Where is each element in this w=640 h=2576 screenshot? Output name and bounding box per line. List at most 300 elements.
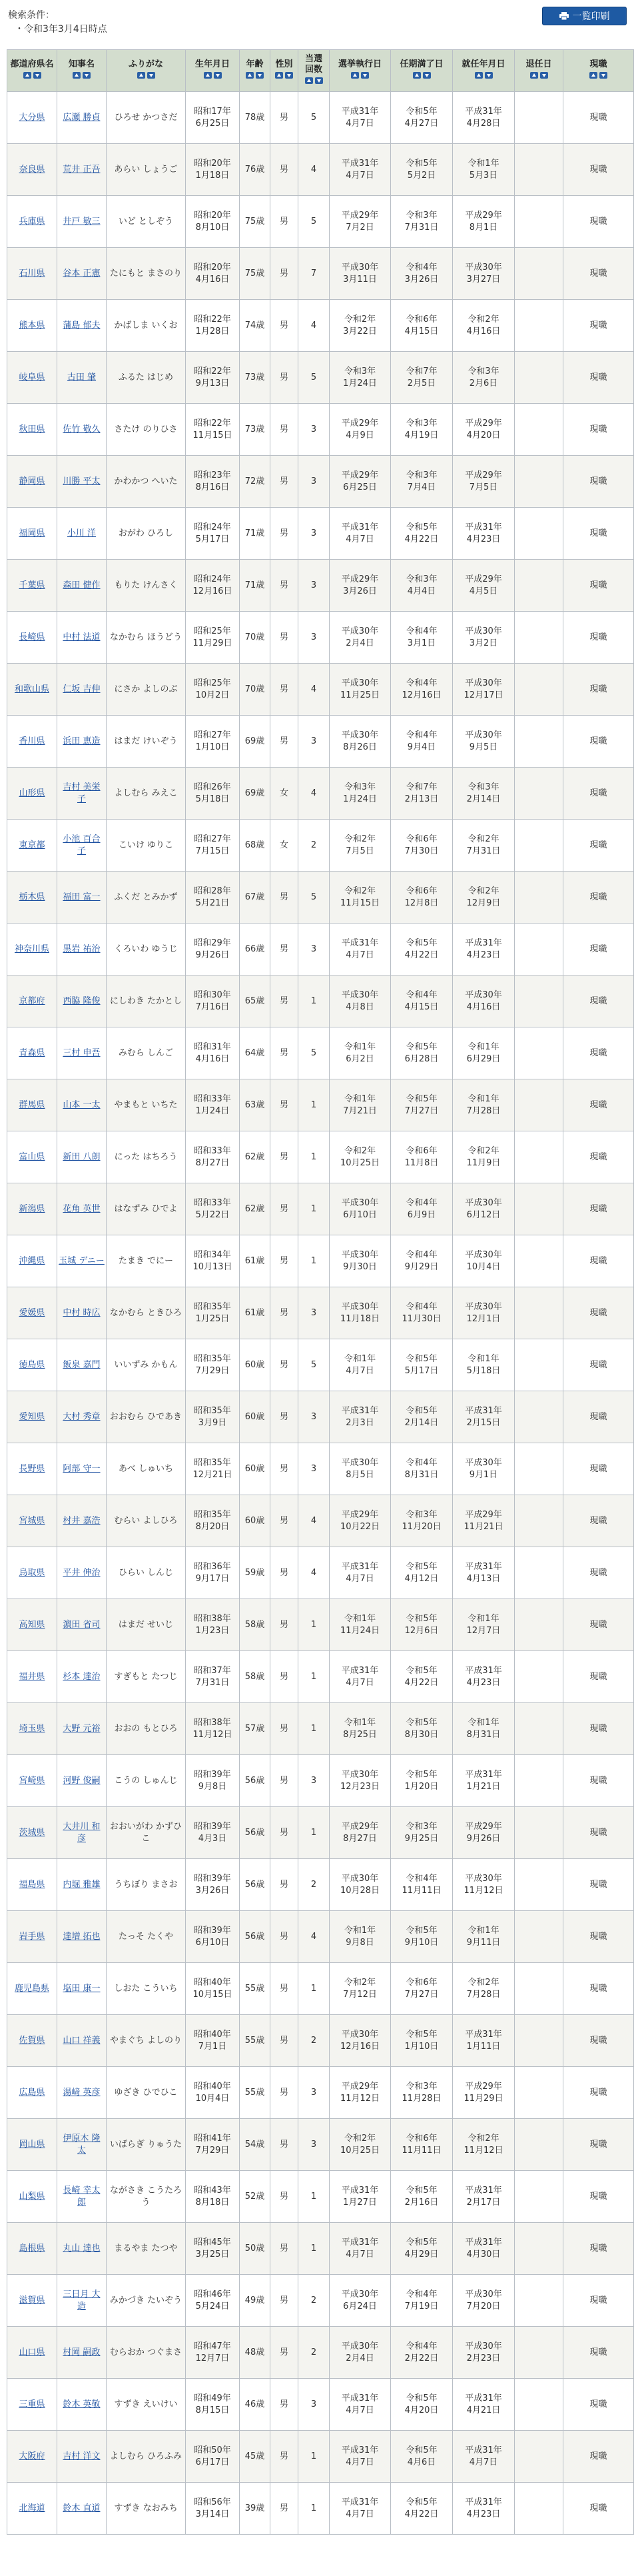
column-header xyxy=(563,50,634,92)
table-row xyxy=(7,248,634,300)
prefecture-link[interactable]: 滋賀県 xyxy=(19,2295,45,2305)
prefecture-cell xyxy=(7,144,57,196)
table-row xyxy=(7,1651,634,1703)
governor-name-cell xyxy=(57,1235,107,1287)
table-row xyxy=(7,92,634,144)
prefecture-link[interactable]: 群馬県 xyxy=(19,1099,45,1110)
age-cell: 64歳 xyxy=(240,1027,270,1079)
age-cell: 60歳 xyxy=(240,1495,270,1547)
election-count-cell: 2 xyxy=(298,820,330,872)
sort-ascending-icon[interactable] xyxy=(589,72,597,79)
term-end-cell: 令和6年 12月8日 xyxy=(391,872,453,924)
retirement-date-cell xyxy=(515,1703,563,1755)
age-cell: 62歳 xyxy=(240,1183,270,1235)
governor-link[interactable]: 仁坂 吉伸 xyxy=(63,684,101,694)
sort-descending-icon[interactable] xyxy=(147,72,155,79)
status-cell: 現職 xyxy=(563,872,634,924)
prefecture-link[interactable]: 鳥取県 xyxy=(19,1567,45,1578)
table-row xyxy=(7,1131,634,1183)
gender-cell: 男 xyxy=(270,1131,298,1183)
governor-link[interactable]: 湯﨑 英彦 xyxy=(63,2087,101,2098)
sort-ascending-icon[interactable] xyxy=(204,72,212,79)
age-cell: 55歳 xyxy=(240,1963,270,2015)
retirement-date-cell xyxy=(515,1963,563,2015)
election-count-cell: 5 xyxy=(298,872,330,924)
column-header xyxy=(515,50,563,92)
inauguration-date-cell: 平成30年 9月5日 xyxy=(453,716,515,768)
governor-name-cell xyxy=(57,2067,107,2119)
governor-link[interactable]: 西脇 隆俊 xyxy=(63,995,101,1006)
prefecture-link[interactable]: 香川県 xyxy=(19,736,45,746)
table-row xyxy=(7,1755,634,1807)
governor-link[interactable]: 蒲島 郁夫 xyxy=(63,320,101,330)
retirement-date-cell xyxy=(515,1287,563,1339)
status-cell: 現職 xyxy=(563,2275,634,2327)
governor-link[interactable]: 浜田 恵造 xyxy=(63,736,101,746)
sort-ascending-icon[interactable] xyxy=(246,72,254,79)
age-cell: 66歳 xyxy=(240,924,270,975)
age-cell: 55歳 xyxy=(240,2067,270,2119)
status-cell: 現職 xyxy=(563,2379,634,2431)
prefecture-link[interactable]: 茨城県 xyxy=(19,1827,45,1838)
governor-link[interactable]: 山本 一太 xyxy=(63,1099,101,1110)
furigana-cell: さたけ のりひさ xyxy=(107,404,186,456)
prefecture-cell xyxy=(7,2483,57,2535)
retirement-date-cell xyxy=(515,1547,563,1599)
gender-cell: 男 xyxy=(270,144,298,196)
furigana-cell: しおた こういち xyxy=(107,1963,186,2015)
governor-link[interactable]: 杉本 達治 xyxy=(63,1671,101,1682)
election-count-cell: 1 xyxy=(298,1963,330,2015)
term-end-cell: 令和5年 7月27日 xyxy=(391,1079,453,1131)
prefecture-link[interactable]: 長野県 xyxy=(19,1463,45,1474)
election-date-cell: 平成31年 4月7日 xyxy=(330,2431,391,2483)
retirement-date-cell xyxy=(515,1807,563,1859)
prefecture-link[interactable]: 宮崎県 xyxy=(19,1775,45,1786)
retirement-date-cell xyxy=(515,1443,563,1495)
column-header-label: 任期満了日 xyxy=(400,59,444,69)
prefecture-link[interactable]: 岩手県 xyxy=(19,1931,45,1942)
term-end-cell: 令和4年 9月4日 xyxy=(391,716,453,768)
governor-link[interactable]: 中村 法道 xyxy=(63,632,101,642)
governor-link[interactable]: 小川 洋 xyxy=(67,528,97,538)
status-cell: 現職 xyxy=(563,820,634,872)
birth-date-cell: 昭和23年 8月16日 xyxy=(186,456,240,508)
governor-link[interactable]: 大村 秀章 xyxy=(63,1411,101,1422)
age-cell: 60歳 xyxy=(240,1391,270,1443)
prefecture-link[interactable]: 秋田県 xyxy=(19,424,45,434)
prefecture-cell xyxy=(7,404,57,456)
prefecture-link[interactable]: 岡山県 xyxy=(19,2139,45,2150)
prefecture-link[interactable]: 富山県 xyxy=(19,1151,45,1162)
prefecture-link[interactable]: 長崎県 xyxy=(19,632,45,642)
governor-link[interactable]: 内堀 雅雄 xyxy=(63,1879,101,1890)
prefecture-link[interactable]: 三重県 xyxy=(19,2399,45,2409)
term-end-cell: 令和6年 7月30日 xyxy=(391,820,453,872)
prefecture-link[interactable]: 熊本県 xyxy=(19,320,45,330)
furigana-cell: なかむら ほうどう xyxy=(107,612,186,664)
prefecture-cell xyxy=(7,2223,57,2275)
election-date-cell: 平成30年 11月25日 xyxy=(330,664,391,716)
prefecture-cell xyxy=(7,872,57,924)
birth-date-cell: 昭和22年 11月15日 xyxy=(186,404,240,456)
sort-descending-icon[interactable] xyxy=(485,72,493,79)
table-header-row xyxy=(7,50,634,92)
term-end-cell: 令和4年 12月16日 xyxy=(391,664,453,716)
election-count-cell: 4 xyxy=(298,1495,330,1547)
governor-link[interactable]: 伊原木 隆太 xyxy=(63,2133,101,2156)
governor-link[interactable]: 中村 時広 xyxy=(63,1307,101,1318)
print-list-button[interactable] xyxy=(542,7,627,25)
gender-cell: 女 xyxy=(270,820,298,872)
prefecture-cell xyxy=(7,1235,57,1287)
furigana-cell: たっそ たくや xyxy=(107,1911,186,1963)
furigana-cell: ふくだ とみかず xyxy=(107,872,186,924)
prefecture-cell xyxy=(7,2015,57,2067)
birth-date-cell: 昭和56年 3月14日 xyxy=(186,2483,240,2535)
sort-controls xyxy=(23,72,41,79)
sort-descending-icon[interactable] xyxy=(83,72,91,79)
governor-link[interactable]: 三村 申吾 xyxy=(63,1047,101,1058)
prefecture-link[interactable]: 徳島県 xyxy=(19,1359,45,1370)
furigana-cell: むらい よしひろ xyxy=(107,1495,186,1547)
prefecture-link[interactable]: 福井県 xyxy=(19,1671,45,1682)
governor-link[interactable]: 大井川 和彦 xyxy=(63,1821,101,1844)
governor-name-cell xyxy=(57,196,107,248)
governor-link[interactable]: 玉城 デニー xyxy=(59,1255,105,1266)
prefecture-link[interactable]: 埼玉県 xyxy=(19,1723,45,1734)
prefecture-link[interactable]: 山口県 xyxy=(19,2347,45,2357)
term-end-cell: 令和5年 8月30日 xyxy=(391,1703,453,1755)
governor-name-cell xyxy=(57,1703,107,1755)
prefecture-link[interactable]: 新潟県 xyxy=(19,1203,45,1214)
age-cell: 56歳 xyxy=(240,1755,270,1807)
election-date-cell: 令和2年 7月12日 xyxy=(330,1963,391,2015)
status-cell: 現職 xyxy=(563,352,634,404)
inauguration-date-cell: 令和1年 12月7日 xyxy=(453,1599,515,1651)
search-conditions-title: 検索条件： xyxy=(8,10,55,21)
sort-descending-icon[interactable] xyxy=(33,72,41,79)
inauguration-date-cell: 平成31年 4月30日 xyxy=(453,2223,515,2275)
furigana-cell: うちぼり まさお xyxy=(107,1859,186,1911)
age-cell: 75歳 xyxy=(240,196,270,248)
election-count-cell: 4 xyxy=(298,1547,330,1599)
inauguration-date-cell: 令和1年 5月3日 xyxy=(453,144,515,196)
prefecture-cell xyxy=(7,975,57,1027)
column-header xyxy=(107,50,186,92)
sort-descending-icon[interactable] xyxy=(315,77,323,84)
prefecture-cell xyxy=(7,820,57,872)
governor-link[interactable]: 山口 祥義 xyxy=(63,2035,101,2046)
prefecture-cell xyxy=(7,248,57,300)
prefecture-link[interactable]: 千葉県 xyxy=(19,580,45,590)
birth-date-cell: 昭和20年 4月16日 xyxy=(186,248,240,300)
table-row xyxy=(7,2275,634,2327)
governor-link[interactable]: 吉村 洋文 xyxy=(63,2451,101,2461)
governor-link[interactable]: 丸山 達也 xyxy=(63,2243,101,2254)
column-header xyxy=(270,50,298,92)
retirement-date-cell xyxy=(515,2327,563,2379)
table-row xyxy=(7,820,634,872)
prefecture-link[interactable]: 広島県 xyxy=(19,2087,45,2098)
column-header-label: 退任日 xyxy=(525,59,552,69)
prefecture-link[interactable]: 石川県 xyxy=(19,268,45,279)
election-date-cell: 平成30年 4月8日 xyxy=(330,975,391,1027)
prefecture-link[interactable]: 青森県 xyxy=(19,1047,45,1058)
governor-link[interactable]: 黒岩 祐治 xyxy=(63,944,101,954)
sort-descending-icon[interactable] xyxy=(214,72,222,79)
governors-table xyxy=(7,49,634,2535)
age-cell: 57歳 xyxy=(240,1703,270,1755)
sort-ascending-icon[interactable] xyxy=(475,72,483,79)
sort-descending-icon[interactable] xyxy=(540,72,548,79)
governor-link[interactable]: 濵田 省司 xyxy=(63,1619,101,1630)
table-row xyxy=(7,1703,634,1755)
governor-link[interactable]: 鈴木 直道 xyxy=(63,2503,101,2513)
prefecture-link[interactable]: 山梨県 xyxy=(19,2191,45,2202)
prefecture-link[interactable]: 宮城県 xyxy=(19,1515,45,1526)
table-row xyxy=(7,1963,634,2015)
column-header-label: 就任年月日 xyxy=(462,59,505,69)
furigana-cell: ゆざき ひでひこ xyxy=(107,2067,186,2119)
election-date-cell: 令和2年 10月25日 xyxy=(330,1131,391,1183)
prefecture-link[interactable]: 大阪府 xyxy=(19,2451,45,2461)
governor-link[interactable]: 新田 八朗 xyxy=(63,1151,101,1162)
status-cell: 現職 xyxy=(563,508,634,560)
election-count-cell: 1 xyxy=(298,1235,330,1287)
election-date-cell: 平成30年 12月23日 xyxy=(330,1755,391,1807)
prefecture-link[interactable]: 島根県 xyxy=(19,2243,45,2254)
term-end-cell: 令和5年 4月29日 xyxy=(391,2223,453,2275)
election-count-cell: 3 xyxy=(298,1391,330,1443)
prefecture-cell xyxy=(7,1443,57,1495)
governor-link[interactable]: 古田 肇 xyxy=(67,372,97,382)
governor-link[interactable]: 鈴木 英敬 xyxy=(63,2399,101,2409)
prefecture-cell xyxy=(7,1339,57,1391)
governor-link[interactable]: 村岡 嗣政 xyxy=(63,2347,101,2357)
term-end-cell: 令和3年 7月31日 xyxy=(391,196,453,248)
gender-cell: 男 xyxy=(270,1495,298,1547)
birth-date-cell: 昭和25年 10月2日 xyxy=(186,664,240,716)
governor-name-cell xyxy=(57,1287,107,1339)
retirement-date-cell xyxy=(515,1027,563,1079)
sort-descending-icon[interactable] xyxy=(361,72,369,79)
inauguration-date-cell: 平成30年 3月27日 xyxy=(453,248,515,300)
election-count-cell: 2 xyxy=(298,2015,330,2067)
prefecture-link[interactable]: 和歌山県 xyxy=(14,684,49,694)
sort-ascending-icon[interactable] xyxy=(137,72,145,79)
prefecture-link[interactable]: 福岡県 xyxy=(19,528,45,538)
governor-name-cell xyxy=(57,768,107,820)
sort-controls xyxy=(137,72,155,79)
sort-ascending-icon[interactable] xyxy=(530,72,538,79)
election-date-cell: 令和3年 1月24日 xyxy=(330,352,391,404)
prefecture-link[interactable]: 沖縄県 xyxy=(19,1255,45,1266)
election-count-cell: 4 xyxy=(298,664,330,716)
sort-ascending-icon[interactable] xyxy=(275,72,283,79)
governor-link[interactable]: 森田 健作 xyxy=(63,580,101,590)
prefecture-link[interactable]: 兵庫県 xyxy=(19,216,45,227)
gender-cell: 男 xyxy=(270,1235,298,1287)
election-count-cell: 3 xyxy=(298,560,330,612)
governor-name-cell xyxy=(57,820,107,872)
election-count-cell: 3 xyxy=(298,924,330,975)
inauguration-date-cell: 平成30年 11月12日 xyxy=(453,1859,515,1911)
sort-ascending-icon[interactable] xyxy=(413,72,421,79)
sort-controls xyxy=(204,72,222,79)
governor-link[interactable]: 井戸 敏三 xyxy=(63,216,101,227)
term-end-cell: 令和5年 4月20日 xyxy=(391,2379,453,2431)
top-bar xyxy=(0,0,640,40)
table-row xyxy=(7,1495,634,1547)
prefecture-link[interactable]: 佐賀県 xyxy=(19,2035,45,2046)
governor-link[interactable]: 小池 百合子 xyxy=(63,834,101,856)
prefecture-link[interactable]: 神奈川県 xyxy=(14,944,49,954)
prefecture-link[interactable]: 奈良県 xyxy=(19,164,45,175)
prefecture-cell xyxy=(7,612,57,664)
election-date-cell: 令和1年 8月25日 xyxy=(330,1703,391,1755)
governor-name-cell xyxy=(57,2327,107,2379)
prefecture-link[interactable]: 山形県 xyxy=(19,788,45,798)
governor-name-cell xyxy=(57,1183,107,1235)
prefecture-cell xyxy=(7,768,57,820)
status-cell: 現職 xyxy=(563,612,634,664)
column-header-label: 現職 xyxy=(589,59,607,69)
prefecture-link[interactable]: 岐阜県 xyxy=(19,372,45,382)
retirement-date-cell xyxy=(515,2379,563,2431)
term-end-cell: 令和7年 2月5日 xyxy=(391,352,453,404)
prefecture-link[interactable]: 大分県 xyxy=(19,112,45,123)
election-count-cell: 5 xyxy=(298,1027,330,1079)
birth-date-cell: 昭和24年 5月17日 xyxy=(186,508,240,560)
election-count-cell: 1 xyxy=(298,1079,330,1131)
table-row xyxy=(7,2015,634,2067)
term-end-cell: 令和4年 7月19日 xyxy=(391,2275,453,2327)
governor-link[interactable]: 長崎 幸太郎 xyxy=(63,2185,101,2208)
inauguration-date-cell: 平成29年 9月26日 xyxy=(453,1807,515,1859)
status-cell: 現職 xyxy=(563,1287,634,1339)
election-date-cell: 平成29年 4月9日 xyxy=(330,404,391,456)
election-count-cell: 2 xyxy=(298,2327,330,2379)
prefecture-cell xyxy=(7,1183,57,1235)
governor-link[interactable]: 吉村 美栄子 xyxy=(63,782,101,804)
prefecture-cell xyxy=(7,352,57,404)
furigana-cell: よしむら みえこ xyxy=(107,768,186,820)
status-cell: 現職 xyxy=(563,1807,634,1859)
retirement-date-cell xyxy=(515,716,563,768)
prefecture-link[interactable]: 京都府 xyxy=(19,995,45,1006)
prefecture-link[interactable]: 鹿児島県 xyxy=(14,1983,49,1994)
table-row xyxy=(7,2431,634,2483)
furigana-cell: いいずみ かもん xyxy=(107,1339,186,1391)
furigana-cell: おがわ ひろし xyxy=(107,508,186,560)
governor-link[interactable]: 佐竹 敬久 xyxy=(63,424,101,434)
prefecture-link[interactable]: 静岡県 xyxy=(19,476,45,486)
prefecture-link[interactable]: 北海道 xyxy=(19,2503,45,2513)
term-end-cell: 令和3年 9月25日 xyxy=(391,1807,453,1859)
term-end-cell: 令和3年 11月28日 xyxy=(391,2067,453,2119)
prefecture-link[interactable]: 福島県 xyxy=(19,1879,45,1890)
table-row xyxy=(7,1547,634,1599)
column-header xyxy=(186,50,240,92)
governor-link[interactable]: 塩田 康一 xyxy=(63,1983,101,1994)
governor-name-cell xyxy=(57,1339,107,1391)
governor-link[interactable]: 川勝 平太 xyxy=(63,476,101,486)
sort-ascending-icon[interactable] xyxy=(305,77,313,84)
governor-link[interactable]: 広瀬 勝貞 xyxy=(63,112,101,123)
sort-ascending-icon[interactable] xyxy=(23,72,31,79)
governor-link[interactable]: 村井 嘉浩 xyxy=(63,1515,101,1526)
sort-descending-icon[interactable] xyxy=(285,72,293,79)
prefecture-link[interactable]: 愛知県 xyxy=(19,1411,45,1422)
status-cell: 現職 xyxy=(563,1599,634,1651)
furigana-cell: いばらぎ りゅうた xyxy=(107,2119,186,2171)
governor-link[interactable]: 谷本 正憲 xyxy=(63,268,101,279)
gender-cell: 男 xyxy=(270,2327,298,2379)
governor-link[interactable]: 三日月 大造 xyxy=(63,2289,101,2311)
governor-link[interactable]: 花角 英世 xyxy=(63,1203,101,1214)
term-end-cell: 令和5年 5月17日 xyxy=(391,1339,453,1391)
election-date-cell: 平成30年 8月26日 xyxy=(330,716,391,768)
age-cell: 59歳 xyxy=(240,1547,270,1599)
term-end-cell: 令和3年 11月20日 xyxy=(391,1495,453,1547)
prefecture-link[interactable]: 愛媛県 xyxy=(19,1307,45,1318)
table-row xyxy=(7,612,634,664)
gender-cell: 男 xyxy=(270,2275,298,2327)
sort-descending-icon[interactable] xyxy=(599,72,607,79)
governor-link[interactable]: 大野 元裕 xyxy=(63,1723,101,1734)
governor-link[interactable]: 飯泉 嘉門 xyxy=(63,1359,101,1370)
status-cell: 現職 xyxy=(563,1027,634,1079)
birth-date-cell: 昭和20年 1月18日 xyxy=(186,144,240,196)
age-cell: 54歳 xyxy=(240,2119,270,2171)
birth-date-cell: 昭和27年 7月15日 xyxy=(186,820,240,872)
table-row xyxy=(7,1079,634,1131)
governor-link[interactable]: 福田 富一 xyxy=(63,892,101,902)
prefecture-link[interactable]: 栃木県 xyxy=(19,892,45,902)
furigana-cell: あべ しゅいち xyxy=(107,1443,186,1495)
retirement-date-cell xyxy=(515,768,563,820)
sort-ascending-icon[interactable] xyxy=(351,72,359,79)
prefecture-link[interactable]: 高知県 xyxy=(19,1619,45,1630)
governor-link[interactable]: 荒井 正吾 xyxy=(63,164,101,175)
prefecture-cell xyxy=(7,508,57,560)
sort-descending-icon[interactable] xyxy=(256,72,264,79)
governor-link[interactable]: 河野 俊嗣 xyxy=(63,1775,101,1786)
governor-link[interactable]: 阿部 守一 xyxy=(63,1463,101,1474)
term-end-cell: 令和5年 2月14日 xyxy=(391,1391,453,1443)
retirement-date-cell xyxy=(515,300,563,352)
furigana-cell: やまもと いちた xyxy=(107,1079,186,1131)
inauguration-date-cell: 令和1年 5月18日 xyxy=(453,1339,515,1391)
age-cell: 72歳 xyxy=(240,456,270,508)
term-end-cell: 令和5年 12月6日 xyxy=(391,1599,453,1651)
term-end-cell: 令和3年 4月4日 xyxy=(391,560,453,612)
prefecture-cell xyxy=(7,2379,57,2431)
sort-ascending-icon[interactable] xyxy=(73,72,81,79)
inauguration-date-cell: 平成29年 8月1日 xyxy=(453,196,515,248)
term-end-cell: 令和4年 9月29日 xyxy=(391,1235,453,1287)
birth-date-cell: 昭和37年 7月31日 xyxy=(186,1651,240,1703)
governor-link[interactable]: 達増 拓也 xyxy=(63,1931,101,1942)
retirement-date-cell xyxy=(515,1911,563,1963)
sort-descending-icon[interactable] xyxy=(423,72,431,79)
table-row xyxy=(7,716,634,768)
prefecture-link[interactable]: 東京都 xyxy=(19,840,45,850)
status-cell: 現職 xyxy=(563,2327,634,2379)
column-header-label: 知事名 xyxy=(68,59,95,69)
governor-link[interactable]: 平井 伸治 xyxy=(63,1567,101,1578)
